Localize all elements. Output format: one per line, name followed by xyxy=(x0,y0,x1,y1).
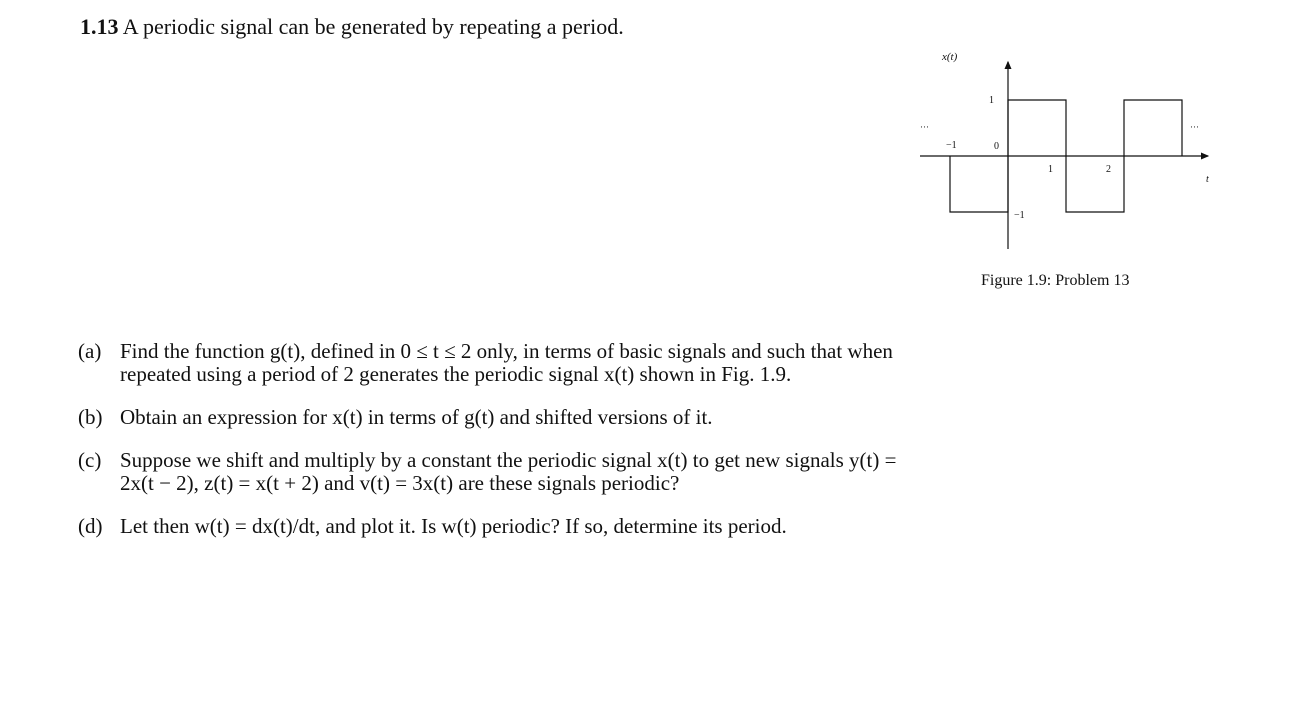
tick-label-y-minus-one: −1 xyxy=(1014,210,1025,221)
problem-statement: A periodic signal can be generated by repeating a period. xyxy=(122,14,624,39)
part-a xyxy=(78,340,1138,386)
problem-title xyxy=(80,14,624,40)
problem-number: 1.13 xyxy=(80,14,119,39)
tick-label-x-minus-one: −1 xyxy=(946,140,957,151)
signal-plot xyxy=(910,44,1230,294)
part-text-line: Suppose we shift and multiply by a constant the periodic signal x(t) to get new signals y(t) = xyxy=(120,448,897,472)
problem-parts xyxy=(78,340,1138,558)
y-axis-label: x(t) xyxy=(942,51,958,63)
tick-label-x-one: 1 xyxy=(1048,164,1053,175)
part-text-line: Let then w(t) = dx(t)/dt, and plot it. Is w(t) periodic? If so, determine its period. xyxy=(120,514,787,538)
x-axis-label: t xyxy=(1206,174,1209,185)
signal-figure xyxy=(910,44,1230,294)
tick-label-x-two: 2 xyxy=(1106,164,1111,175)
ellipsis-right: ··· xyxy=(1190,122,1199,132)
part-label: (d) xyxy=(78,514,103,538)
part-b xyxy=(78,406,1138,429)
part-text-line: Find the function g(t), defined in 0 ≤ t ≤ 2 only, in terms of basic signals and such that when xyxy=(120,339,893,363)
part-c xyxy=(78,449,1138,495)
part-text-line: 2x(t − 2), z(t) = x(t + 2) and v(t) = 3x(t) are these signals periodic? xyxy=(120,471,680,495)
part-label: (b) xyxy=(78,405,103,429)
part-d xyxy=(78,515,1138,538)
ellipsis-left: ··· xyxy=(920,122,929,132)
figure-caption: Figure 1.9: Problem 13 xyxy=(981,272,1130,289)
part-label: (c) xyxy=(78,448,102,472)
part-label: (a) xyxy=(78,339,102,363)
tick-label-y-one: 1 xyxy=(989,95,994,106)
part-text-line: repeated using a period of 2 generates the periodic signal x(t) shown in Fig. 1.9. xyxy=(120,362,792,386)
part-text-line: Obtain an expression for x(t) in terms of g(t) and shifted versions of it. xyxy=(120,405,713,429)
tick-label-origin: 0 xyxy=(994,141,999,152)
